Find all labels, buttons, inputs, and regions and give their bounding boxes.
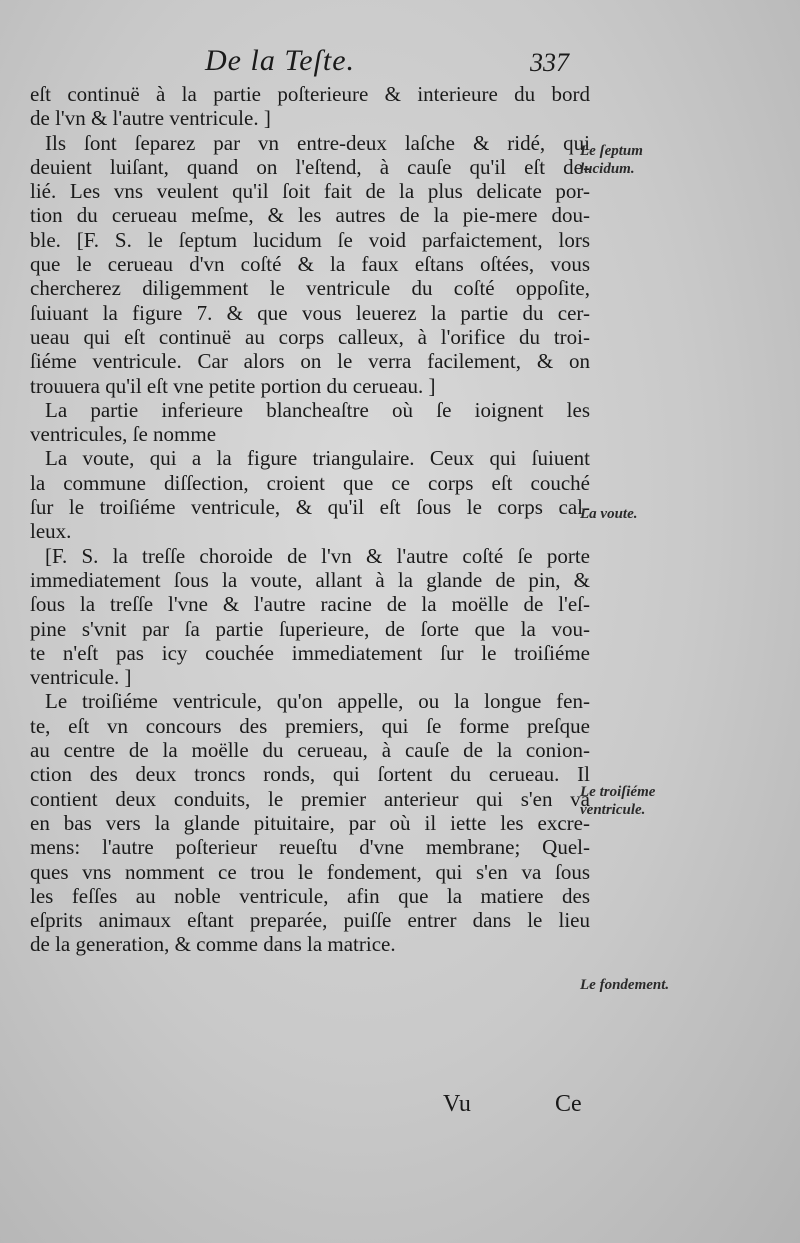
text-line: de l'vn & l'autre ventricule. ]	[30, 106, 271, 131]
text-line: Ils ſont ſeparez par vn entre-deux laſche & ridé, qui	[45, 130, 590, 155]
catchwords	[0, 1091, 800, 1121]
text-line: que le cerueau d'vn coſté & la faux eſtans oſtées, vous	[30, 252, 590, 277]
text-line: eſprits animaux eſtant preparée, puiſſe entrer dans le lieu	[30, 908, 590, 933]
text-line: ques vns nomment ce trou le fondement, qui s'en va ſous	[30, 859, 590, 884]
text-line: immediatement ſous la voute, allant à la glande de pin, &	[30, 567, 590, 592]
text-line: [F. S. la treſſe choroide de l'vn & l'autre coſté ſe porte	[45, 543, 590, 568]
text-line: Le troiſiéme ventricule, qu'on appelle, ou la longue fen-	[45, 689, 590, 714]
text-line: lié. Les vns veulent qu'il ſoit fait de la plus delicate por-	[30, 179, 590, 204]
text-line: ſur le troiſiéme ventricule, & qu'il eſt ſous le corps cal-	[30, 495, 590, 520]
text-line: ventricule. ]	[30, 665, 132, 690]
body-text	[30, 82, 590, 957]
text-line: La voute, qui a la figure triangulaire. Ceux qui ſuiuent	[45, 446, 590, 471]
text-line: ction des deux troncs ronds, qui ſortent du cerueau. Il	[30, 762, 590, 787]
text-line: leux.	[30, 519, 72, 544]
text-line: eſt continuë à la partie poſterieure & interieure du bord	[30, 82, 590, 106]
page-number: 337	[530, 48, 569, 77]
catchword: Ce	[555, 1091, 582, 1117]
margin-note-fondement: Le fondement.	[580, 977, 670, 993]
text-line: la commune diſſection, croient que ce corps eſt couché	[30, 470, 590, 495]
text-line: ſiéme ventricule. Car alors on le verra facilement, & on	[30, 349, 590, 374]
text-line: contient deux conduits, le premier anterieur qui s'en va	[30, 786, 590, 811]
text-line: La partie inferieure blancheaſtre où ſe ioignent les	[45, 397, 590, 422]
text-line: pine s'vnit par ſa partie ſuperieure, de ſorte que la vou-	[30, 616, 590, 641]
text-line: te, eſt vn concours des premiers, qui ſe forme preſque	[30, 713, 590, 738]
text-line: trouuera qu'il eſt vne petite portion du cerueau. ]	[30, 373, 436, 398]
margin-note-septum-lucidum: Le ſeptum lucidum.	[580, 143, 643, 177]
text-line: ble. [F. S. le ſeptum lucidum ſe void parfaictement, lors	[30, 227, 590, 252]
text-line: en bas vers la glande pituitaire, par où il iette les excre-	[30, 810, 590, 835]
page-header	[0, 44, 800, 84]
text-line: ſous la treſſe l'vne & l'autre racine de la moëlle de l'eſ-	[30, 592, 590, 617]
text-line: mens: l'autre poſterieur reueſtu d'vne membrane; Quel-	[30, 835, 590, 860]
text-line: de la generation, & comme dans la matrice.	[30, 932, 396, 957]
margin-note-voute: La voute.	[580, 506, 638, 522]
text-line: ventricules, ſe nomme	[30, 422, 217, 447]
text-line: deuient luiſant, quand on l'eſtend, à cauſe qu'il eſt de-	[30, 154, 590, 179]
text-line: ueau qui eſt continuë au corps calleux, à l'orifice du troi-	[30, 324, 590, 349]
signature-mark: Vu	[443, 1091, 471, 1117]
margin-note-troisieme-ventricule: Le troiſiéme ventricule.	[580, 784, 656, 818]
running-title: De la Teſte.	[205, 44, 356, 77]
text-line: ſuiuant la figure 7. & que vous leuerez la partie du cer-	[30, 300, 590, 325]
text-line: les feſſes au noble ventricule, afin que la matiere des	[30, 883, 590, 908]
text-line: au centre de la moëlle du cerueau, à cauſe de la conion-	[30, 738, 590, 763]
text-line: chercherez diligemment le ventricule du coſté oppoſite,	[30, 276, 590, 301]
text-line: te n'eſt pas icy couchée immediatement ſur le troiſiéme	[30, 640, 590, 665]
text-line: tion du cerueau meſme, & les autres de la pie-mere dou-	[30, 203, 590, 228]
